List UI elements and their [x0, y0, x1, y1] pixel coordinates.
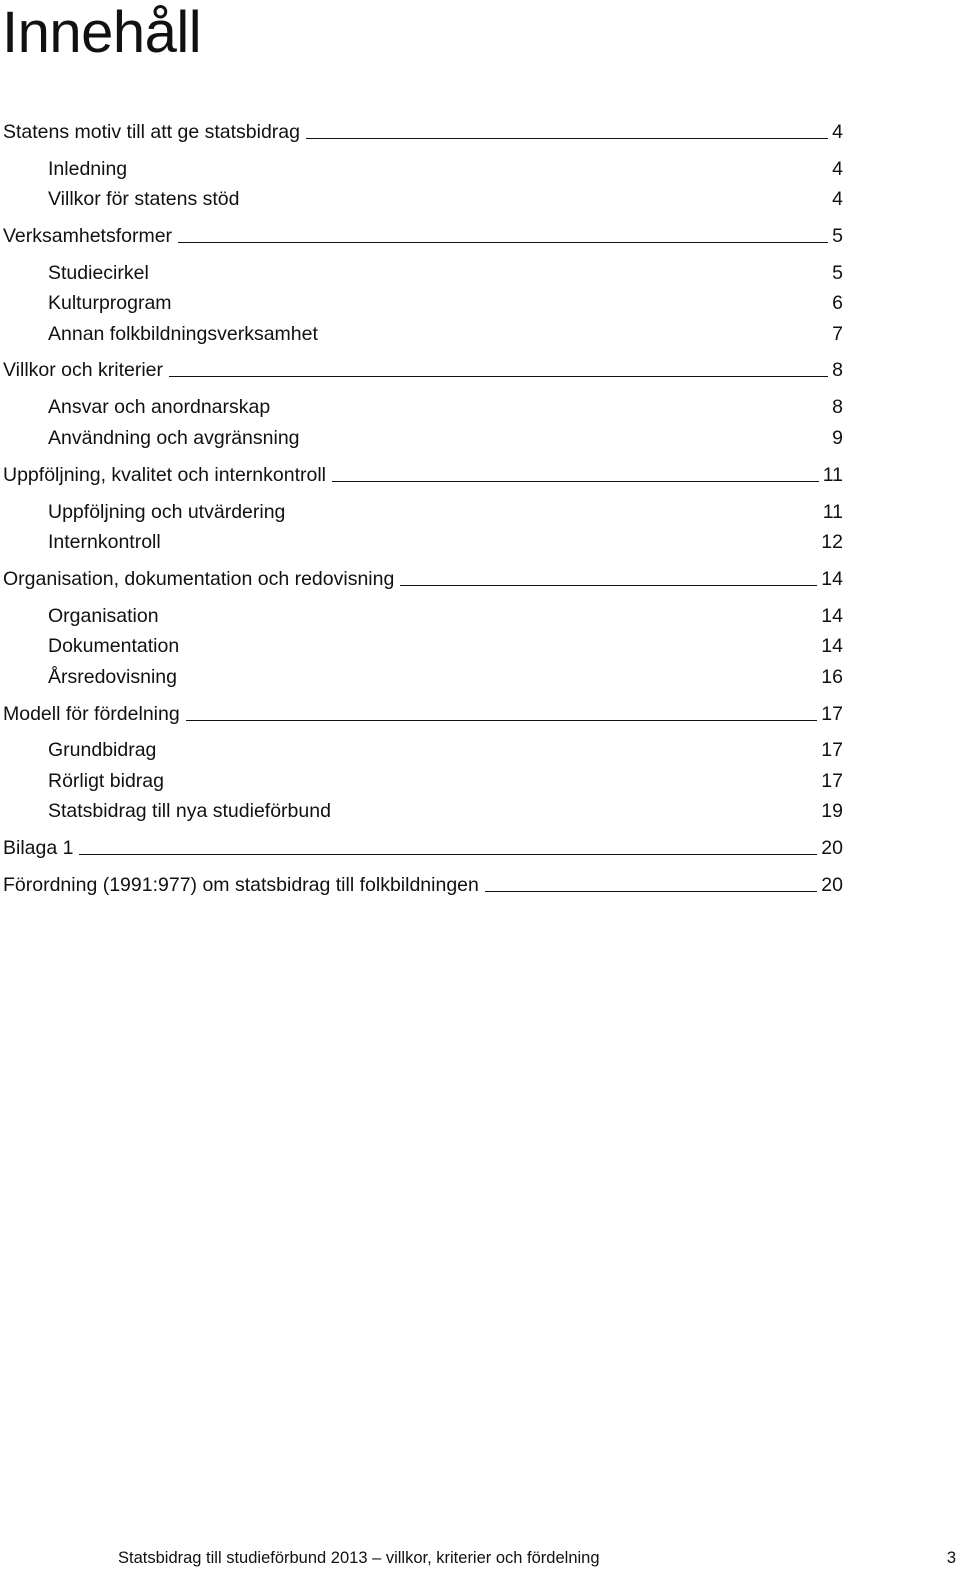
toc-entry[interactable]: [0, 767, 843, 795]
toc-entry-title: Inledning: [48, 158, 128, 180]
toc-entry-title: Bilaga 1: [3, 837, 74, 859]
toc-entry[interactable]: [0, 528, 843, 556]
toc-entry[interactable]: [0, 602, 843, 630]
toc-entry-page: 20: [821, 874, 843, 896]
toc-leader-space: [167, 548, 818, 549]
toc-leader-space: [185, 652, 817, 653]
toc-entry-page: 20: [821, 837, 843, 859]
toc-entry-page: 4: [832, 188, 843, 210]
toc-entry[interactable]: [0, 797, 843, 825]
toc-entry[interactable]: [0, 498, 843, 526]
toc-leader-space: [245, 205, 828, 206]
toc-leader-line: [306, 137, 828, 139]
toc-leader-line: [400, 584, 817, 586]
toc-entry-title: Statens motiv till att ge statsbidrag: [3, 121, 300, 143]
toc-leader-space: [306, 444, 829, 445]
toc-entry-title: Organisation, dokumentation och redovisning: [3, 568, 395, 590]
toc-entry[interactable]: [0, 663, 843, 691]
page-title: Innehåll: [2, 0, 202, 65]
toc-entry-title: Dokumentation: [48, 635, 180, 657]
toc-entry-title: Rörligt bidrag: [48, 770, 164, 792]
toc-entry-page: 17: [821, 770, 843, 792]
toc-entry-title: Villkor för statens stöd: [48, 188, 240, 210]
toc-leader-line: [169, 375, 828, 377]
toc-leader-line: [79, 853, 817, 855]
toc-leader-space: [291, 518, 818, 519]
toc-entry[interactable]: [0, 185, 843, 213]
toc-entry-title: Användning och avgränsning: [48, 427, 300, 449]
toc-leader-line: [186, 719, 818, 721]
toc-entry-page: 8: [832, 359, 843, 381]
toc-entry-page: 19: [821, 800, 843, 822]
toc-entry-page: 9: [832, 427, 843, 449]
toc-entry-title: Årsredovisning: [48, 666, 177, 688]
toc-entry-title: Statsbidrag till nya studieförbund: [48, 800, 331, 822]
toc-leader-space: [162, 756, 817, 757]
toc-entry-page: 11: [822, 464, 843, 486]
toc-entry[interactable]: [0, 461, 843, 489]
toc-entry[interactable]: [0, 356, 843, 384]
toc-entry-page: 6: [832, 292, 843, 314]
page-footer: [118, 1545, 956, 1571]
toc-entry-page: 11: [822, 501, 843, 523]
toc-entry-page: 14: [821, 635, 843, 657]
toc-entry-title: Villkor och kriterier: [3, 359, 164, 381]
toc-entry-title: Uppföljning, kvalitet och internkontroll: [3, 464, 327, 486]
toc-entry-page: 7: [832, 323, 843, 345]
toc-entry[interactable]: [0, 393, 843, 421]
toc-leader-space: [155, 279, 828, 280]
toc-entry-page: 12: [821, 531, 843, 553]
toc-leader-space: [133, 175, 828, 176]
toc-entry-title: Internkontroll: [48, 531, 161, 553]
toc-entry[interactable]: [0, 736, 843, 764]
toc-entry[interactable]: [0, 155, 843, 183]
toc-entry[interactable]: [0, 834, 843, 862]
toc-entry-title: Annan folkbildningsverksamhet: [48, 323, 318, 345]
toc-entry-page: 14: [821, 568, 843, 590]
toc-entry[interactable]: [0, 259, 843, 287]
toc-entry-title: Modell för fördelning: [3, 703, 180, 725]
toc-leader-space: [178, 309, 829, 310]
toc-entry[interactable]: [0, 632, 843, 660]
toc-leader-space: [183, 683, 817, 684]
toc-leader-space: [337, 817, 817, 818]
toc-entry-title: Uppföljning och utvärdering: [48, 501, 286, 523]
toc-entry[interactable]: [0, 871, 843, 899]
toc-leader-line: [485, 890, 817, 892]
toc-entry-title: Ansvar och anordnarskap: [48, 396, 271, 418]
toc-entry[interactable]: [0, 700, 843, 728]
toc-leader-line: [178, 241, 828, 243]
toc-entry-page: 14: [821, 605, 843, 627]
toc-entry[interactable]: [0, 320, 843, 348]
toc-entry[interactable]: [0, 118, 843, 146]
toc-entry[interactable]: [0, 565, 843, 593]
toc-entry-title: Grundbidrag: [48, 739, 157, 761]
footer-page-number: 3: [946, 1549, 956, 1567]
toc-entry-title: Kulturprogram: [48, 292, 172, 314]
toc-entry-page: 8: [832, 396, 843, 418]
toc-leader-space: [170, 787, 817, 788]
toc-entry-title: Studiecirkel: [48, 262, 149, 284]
toc-entry-page: 4: [832, 121, 843, 143]
toc-entry-title: Organisation: [48, 605, 159, 627]
toc-entry[interactable]: [0, 424, 843, 452]
toc-entry-page: 17: [821, 703, 843, 725]
toc-leader-line: [332, 480, 819, 482]
toc-entry-page: 17: [821, 739, 843, 761]
toc-entry-title: Verksamhetsformer: [3, 225, 173, 247]
toc-entry-page: 4: [832, 158, 843, 180]
footer-text: Statsbidrag till studieförbund 2013 – villkor, kriterier och fördelning: [118, 1549, 600, 1567]
toc-entry-page: 16: [821, 666, 843, 688]
toc-entry-title: Förordning (1991:977) om statsbidrag till folkbildningen: [3, 874, 479, 896]
toc-entry[interactable]: [0, 222, 843, 250]
toc-entry[interactable]: [0, 289, 843, 317]
toc-entry-page: 5: [832, 225, 843, 247]
toc-entry-page: 5: [832, 262, 843, 284]
toc-leader-space: [276, 413, 828, 414]
toc-leader-space: [324, 340, 828, 341]
toc-leader-space: [165, 622, 818, 623]
